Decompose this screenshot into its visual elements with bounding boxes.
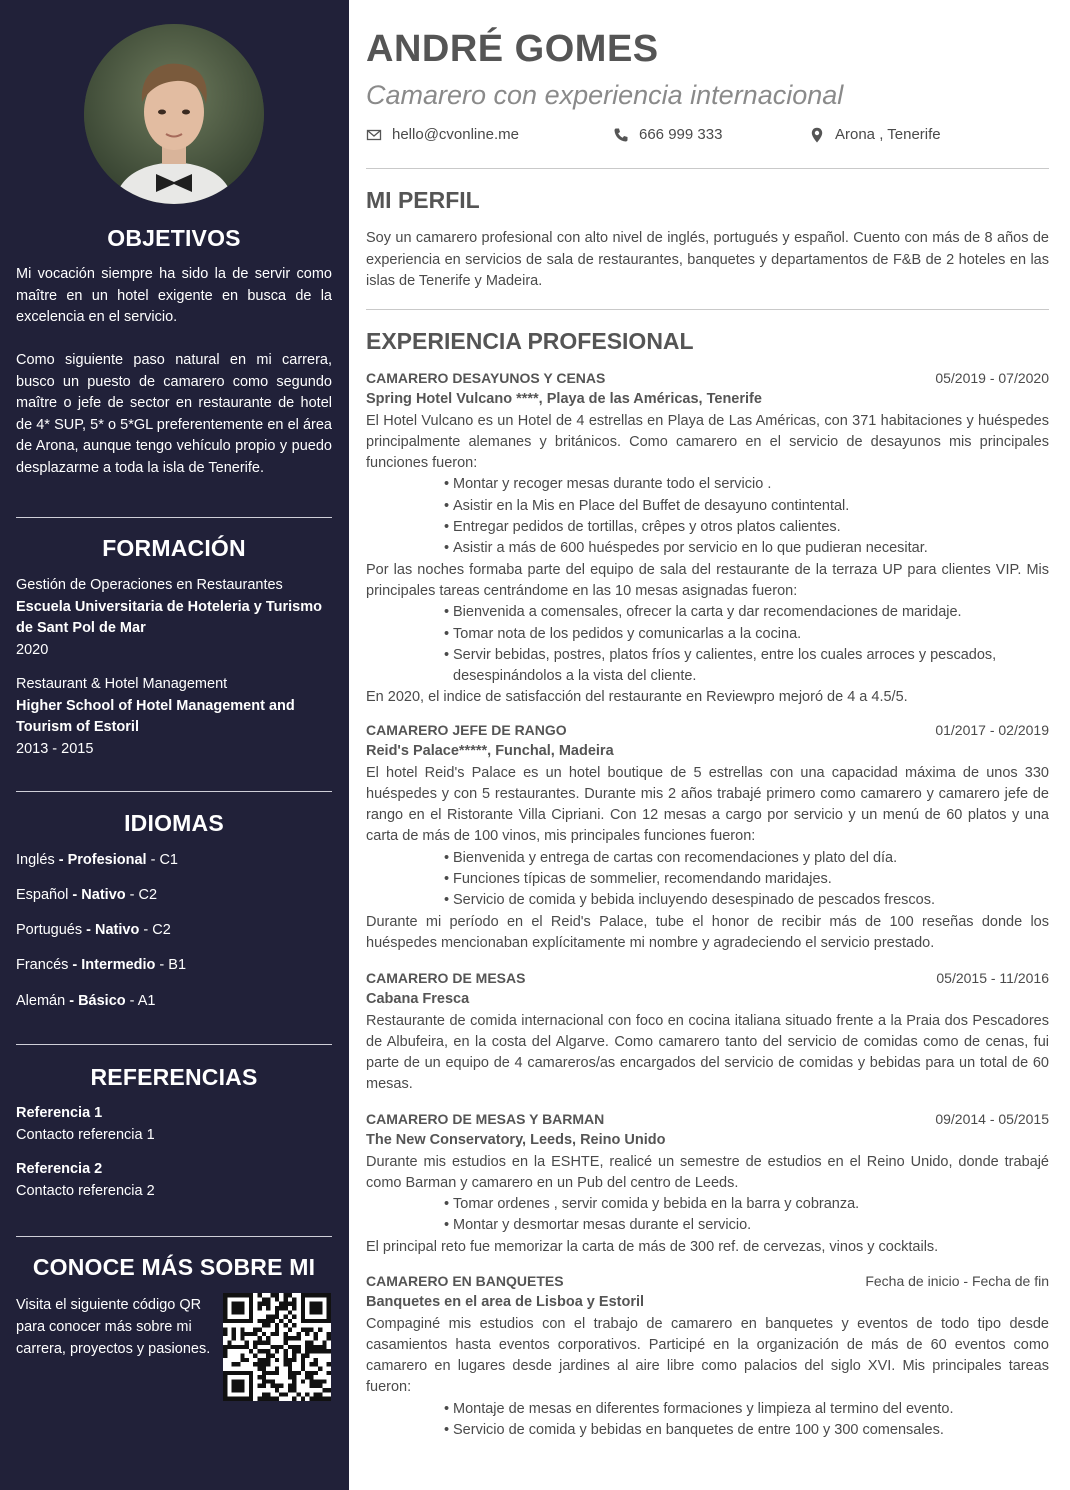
job-intro: Compaginé mis estudios con el trabajo de camarero en banquetes y eventos de todo tipo desde casamientos hasta eventos corporativos. Participé en la organización de más de 60 eventos como camarero en lugares desde jardines al aire libre como palacios del siglo XVI. Mis principales tareas fueron:: [366, 1315, 1049, 1396]
language-separator: -: [139, 922, 153, 938]
list-item: • Funciones típicas de sommelier, recomendando maridajes.: [444, 869, 1049, 890]
language-separator: -: [65, 993, 79, 1009]
language-cefr: C2: [138, 887, 158, 903]
email-text: hello@cvonline.me: [392, 126, 519, 143]
list-item: • Tomar nota de los pedidos y comunicarlas a la cocina.: [444, 624, 1049, 645]
language-item: [16, 850, 178, 870]
language-name: Alemán: [16, 993, 66, 1009]
location-text: Arona , Tenerife: [835, 126, 941, 143]
language-separator: -: [125, 887, 139, 903]
job-place: The New Conservatory, Leeds, Reino Unido: [366, 1132, 666, 1149]
language-item: [16, 955, 186, 975]
language-cefr: C1: [159, 852, 178, 868]
job-intro: El hotel Reid's Palace es un hotel boutique de 5 estrellas con una capacidad máxima de unos 330 huéspedes y con 5 restaurantes. Durante mis 2 años trabajé primero como camarero y camarero jefe de rango en el Ristorante Villa Cipriani. Con 12 mesas a cargo por servicio y un menú de 60 platos y una carta de más de 100 vinos, mis principales funciones fueron:: [366, 764, 1049, 845]
list-item: • Montar y recoger mesas durante todo el servicio .: [444, 474, 1049, 495]
job-date: 05/2015 - 11/2016: [936, 970, 1049, 986]
divider: [366, 168, 1049, 169]
job-date: Fecha de inicio - Fecha de fin: [865, 1273, 1049, 1289]
list-item: • Servicio de comida y bebida incluyendo desespinado de pescados frescos.: [444, 890, 1049, 911]
contact-email[interactable]: [366, 126, 519, 143]
list-item: • Entregar pedidos de tortillas, crêpes y otros platos calientes.: [444, 517, 1049, 538]
job-outro: El principal reto fue memorizar la carta de más de 300 ref. de cervezas, vinos y cocktails.: [366, 1238, 939, 1255]
job-place: Banquetes en el area de Lisboa y Estoril: [366, 1294, 645, 1311]
language-item: [16, 885, 157, 905]
language-separator: -: [146, 852, 160, 868]
job-role: CAMARERO JEFE DE RANGO: [366, 722, 567, 738]
mail-icon: [366, 127, 382, 143]
phone-text: 666 999 333: [639, 126, 723, 143]
job-intro: El Hotel Vulcano es un Hotel de 4 estrellas en Playa de Las Américas, con 371 habitaciones y huéspedes principalmente alemanes y británicos. Como camarero en el servicio de desayunos mis principales funciones fueron:: [366, 412, 1049, 472]
list-item: • Montaje de mesas en diferentes formaciones y limpieza al termino del evento.: [444, 1399, 1049, 1420]
job-bullets: [366, 474, 1049, 559]
job-bullets: [366, 602, 1049, 687]
job-entry: [366, 1271, 1049, 1441]
job-entry: [366, 368, 1049, 709]
phone-icon: [613, 127, 629, 143]
language-separator: -: [68, 957, 82, 973]
conoce-title: CONOCE MÁS SOBRE MI: [32, 1254, 316, 1280]
job-entry: [366, 1109, 1049, 1258]
objetivos-title: OBJETIVOS: [107, 225, 241, 251]
language-cefr: A1: [137, 993, 156, 1009]
reference-contact: Contacto referencia 1: [16, 1126, 155, 1143]
language-separator: -: [68, 887, 82, 903]
language-separator: -: [125, 993, 138, 1009]
reference-contact: Contacto referencia 2: [16, 1182, 155, 1199]
language-level: Básico: [78, 993, 126, 1009]
profile-photo-image: [84, 24, 264, 204]
divider: [16, 517, 332, 518]
candidate-role: Camarero con experiencia internacional: [366, 80, 844, 110]
sidebar: [0, 0, 349, 1490]
education-item: [16, 575, 332, 661]
qr-code-image: [223, 1293, 331, 1401]
job-intro: Durante mis estudios en la ESHTE, realicé un semestre de estudios en el Reino Unido, donde trabajé como Barman y camarero en un Pub del centro de Leeds.: [366, 1153, 1049, 1191]
language-name: Inglés: [16, 852, 55, 868]
list-item: • Montar y desmortar mesas durante el servicio.: [444, 1215, 1049, 1236]
job-intro: Restaurante de comida internacional con foco en cocina italiana situado frente a la Praia dos Pescadores de Albufeira, en la costa del Algarve. Como camarero tanto del servicio de comidas como de cenas, fui parte de un equipo de 4 camareros/as encargados del servicio de comidas y bebidas para un total de 60 mesas.: [366, 1012, 1049, 1093]
language-level: Nativo: [81, 887, 126, 903]
job-bullets: [366, 1399, 1049, 1442]
contact-location: [809, 126, 941, 143]
language-level: Intermedio: [81, 957, 156, 973]
profile-photo: [84, 24, 264, 204]
job-bullets: [366, 1194, 1049, 1237]
job-role: CAMARERO EN BANQUETES: [366, 1273, 564, 1289]
divider: [366, 309, 1049, 310]
perfil-text: Soy un camarero profesional con alto nivel de inglés, portugués y español. Cuento con más de 8 años de experiencia en servicios de sala de restaurantes, banquetes y departamentos de F&B de 2 hoteles en las islas de Tenerife y Madeira.: [366, 230, 1049, 289]
education-item: [16, 674, 332, 760]
list-item: • Servicio de comida y bebidas en banquetes de entre 100 y 300 comensales.: [444, 1420, 1049, 1441]
objetivos-paragraph-2: Como siguiente paso natural en mi carrera, busco un puesto de camarero como segundo maître o jefe de sector en restaurante de hotel de 4* SUP, 5* o 5*GL preferentemente en el área de Arona, aunque tengo vehículo propio y puedo desplazarme a toda la isla de Tenerife.: [16, 352, 332, 476]
job-entry: [366, 720, 1049, 954]
language-item: [16, 991, 155, 1011]
language-separator: -: [54, 852, 68, 868]
job-outro: Durante mi período en el Reid's Palace, tube el honor de recibir más de 100 reseñas donde los huéspedes mencionaban explícitamente mi nombre y agradeciendo el servicio prestado.: [366, 913, 1049, 951]
education-school: Higher School of Hotel Management and Tourism of Estoril: [16, 697, 295, 735]
education-course: Gestión de Operaciones en Restaurantes: [16, 577, 283, 593]
qr-code[interactable]: [223, 1293, 331, 1401]
reference-label: Referencia 2: [16, 1161, 103, 1177]
language-name: Español: [16, 887, 69, 903]
formacion-title: FORMACIÓN: [102, 535, 246, 561]
location-pin-icon: [809, 127, 825, 143]
job-date: 01/2017 - 02/2019: [935, 722, 1049, 738]
job-place: Reid's Palace*****, Funchal, Madeira: [366, 743, 614, 760]
job-place: Spring Hotel Vulcano ****, Playa de las Américas, Tenerife: [366, 391, 762, 408]
idiomas-title: IDIOMAS: [124, 810, 224, 836]
contact-phone[interactable]: [613, 126, 722, 143]
perfil-title: MI PERFIL: [366, 187, 480, 213]
job-outro: En 2020, el indice de satisfacción del restaurante en Reviewpro mejoró de 4 a 4.5/5.: [366, 689, 908, 706]
language-separator: -: [82, 922, 95, 938]
language-name: Portugués: [16, 922, 83, 938]
job-role: CAMARERO DE MESAS: [366, 970, 526, 986]
language-item: [16, 920, 171, 940]
reference-label: Referencia 1: [16, 1105, 103, 1121]
objetivos-paragraph-1: Mi vocación siempre ha sido la de servir como maître en un hotel exigente en busca de la excelencia en el servicio.: [16, 266, 332, 325]
list-item: • Tomar ordenes , servir comida y bebida en la barra y cobranza.: [444, 1194, 1049, 1215]
job-bullets: [366, 848, 1049, 912]
education-year: 2020: [16, 641, 49, 658]
language-separator: -: [155, 957, 169, 973]
candidate-name: ANDRÉ GOMES: [366, 28, 659, 70]
divider: [16, 1044, 332, 1045]
divider: [16, 1236, 332, 1237]
referencias-title: REFERENCIAS: [90, 1064, 258, 1090]
job-date: 05/2019 - 07/2020: [935, 370, 1049, 386]
language-level: Nativo: [95, 922, 140, 938]
language-cefr: B1: [168, 957, 187, 973]
reference-item: [16, 1103, 332, 1146]
job-place: Cabana Fresca: [366, 991, 470, 1008]
experiencia-title: EXPERIENCIA PROFESIONAL: [366, 328, 694, 354]
job-entry: [366, 968, 1049, 1096]
education-course: Restaurant & Hotel Management: [16, 676, 228, 692]
list-item: • Asistir en la Mis en Place del Buffet de desayuno contintental.: [444, 496, 1049, 517]
education-school: Escuela Universitaria de Hoteleria y Turismo de Sant Pol de Mar: [16, 598, 322, 636]
job-role: CAMARERO DESAYUNOS Y CENAS: [366, 370, 606, 386]
job-middle: Por las noches formaba parte del equipo de sala del restaurante de la terraza UP para clientes VIP. Mis principales tareas centrándome en las 10 mesas asignadas fueron:: [366, 561, 1049, 599]
language-cefr: C2: [152, 922, 171, 938]
job-role: CAMARERO DE MESAS Y BARMAN: [366, 1111, 605, 1127]
language-name: Francés: [16, 957, 69, 973]
list-item: • Asistir a más de 600 huéspedes por servicio en lo que pudieran necesitar.: [444, 538, 1049, 559]
education-year: 2013 - 2015: [16, 740, 94, 757]
language-level: Profesional: [67, 852, 147, 868]
list-item: • Bienvenida y entrega de cartas con recomendaciones y plato del día.: [444, 848, 1049, 869]
divider: [16, 791, 332, 792]
job-date: 09/2014 - 05/2015: [935, 1111, 1049, 1127]
list-item: • Bienvenida a comensales, ofrecer la carta y dar recomendaciones de maridaje.: [444, 602, 1049, 623]
reference-item: [16, 1159, 332, 1202]
conoce-text: Visita el siguiente código QR para conocer más sobre mi carrera, proyectos y pasiones.: [16, 1297, 211, 1357]
list-item: • Servir bebidas, postres, platos fríos y calientes, entre los cuales arroces y pescados, desespinándolos a la vista del cliente.: [444, 645, 1049, 688]
